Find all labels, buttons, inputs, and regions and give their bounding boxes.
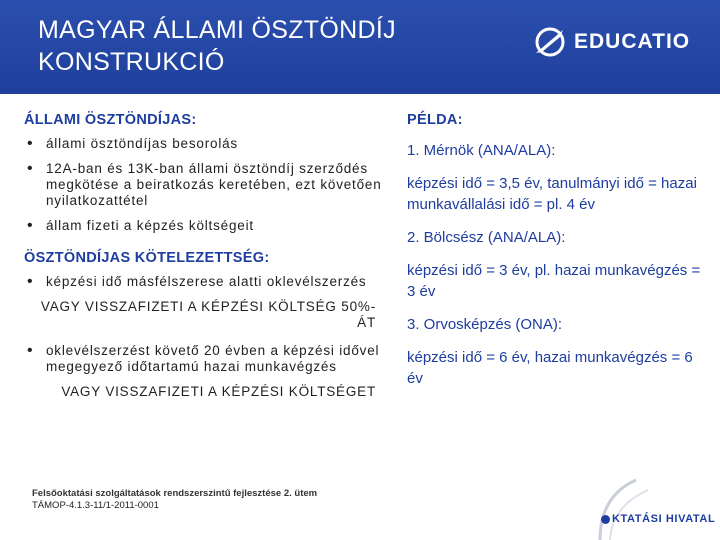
bullet-list-kotelezettseg-2 xyxy=(24,343,384,375)
example-title: 1. Mérnök (ANA/ALA): xyxy=(407,142,556,159)
educatio-emblem-icon xyxy=(530,22,570,62)
list-item-text: állam fizeti a képzés költségeit xyxy=(46,218,254,233)
example-item xyxy=(407,142,707,215)
list-item-text: 12A-ban és 13K-ban állami ösztöndíj szerződés megkötése a beiratkozás keretében, ezt követően nyilatkozattétel xyxy=(46,161,382,208)
oktatasi-hivatal-dot-icon xyxy=(601,515,610,524)
left-column xyxy=(24,112,384,412)
list-item xyxy=(24,274,384,290)
list-item xyxy=(24,218,384,234)
educatio-logo-text: EDUCATIO xyxy=(574,30,691,53)
note-visszafizeti-teljes: VAGY VISSZAFIZETI A KÉPZÉSI KÖLTSÉGET xyxy=(61,384,376,399)
note-visszafizeti-50: VAGY VISSZAFIZETI A KÉPZÉSI KÖLTSÉG 50%-ÁT xyxy=(40,299,376,330)
bullet-icon: • xyxy=(27,160,34,177)
list-item-text: oklevélszerzést követő 20 évben a képzési idővel megegyező időtartamú hazai munkavégzés xyxy=(46,343,380,374)
list-item xyxy=(24,161,384,209)
footer-project-code: TÁMOP-4.1.3-11/1-2011-0001 xyxy=(32,500,159,511)
example-description: képzési idő = 3,5 év, tanulmányi idő = hazai munkavállalási idő = pl. 4 év xyxy=(407,175,697,213)
example-item xyxy=(407,316,707,389)
example-heading: PÉLDA: xyxy=(407,112,463,128)
title-banner xyxy=(0,0,720,94)
list-item xyxy=(24,136,384,152)
bullet-icon: • xyxy=(27,217,34,234)
bullet-list-kotelezettseg xyxy=(24,274,384,290)
educatio-logo xyxy=(530,22,690,62)
bullet-icon: • xyxy=(27,135,34,152)
example-description: képzési idő = 3 év, pl. hazai munkavégzés = 3 év xyxy=(407,262,701,300)
bullet-icon: • xyxy=(27,342,34,359)
list-item xyxy=(24,343,384,375)
list-item-text: állami ösztöndíjas besorolás xyxy=(46,136,238,151)
oktatasi-hivatal-logo-text: KTATÁSI HIVATAL xyxy=(612,513,716,525)
bullet-list-allami-osztondijas xyxy=(24,136,384,234)
example-description: képzési idő = 6 év, hazai munkavégzés = 6 év xyxy=(407,349,693,387)
section-heading-osztondijas-kotelezettseg: ÖSZTÖNDÍJAS KÖTELEZETTSÉG: xyxy=(24,250,270,266)
oktatasi-hivatal-arc-icon xyxy=(596,476,720,540)
example-title: 3. Orvosképzés (ONA): xyxy=(407,316,563,333)
section-heading-allami-osztondijas: ÁLLAMI ÖSZTÖNDÍJAS: xyxy=(24,112,197,128)
list-item-text: képzési idő másfélszerese alatti oklevélszerzés xyxy=(46,274,367,289)
example-title: 2. Bölcsész (ANA/ALA): xyxy=(407,229,566,246)
right-column xyxy=(407,112,707,403)
example-item xyxy=(407,229,707,302)
footer-project-info xyxy=(32,488,317,512)
footer-project-name: Felsőoktatási szolgáltatások rendszerszintű fejlesztése 2. ütem xyxy=(32,488,318,499)
bullet-icon: • xyxy=(27,273,34,290)
slide-title: MAGYAR ÁLLAMI ÖSZTÖNDÍJ KONSTRUKCIÓ xyxy=(38,16,396,76)
